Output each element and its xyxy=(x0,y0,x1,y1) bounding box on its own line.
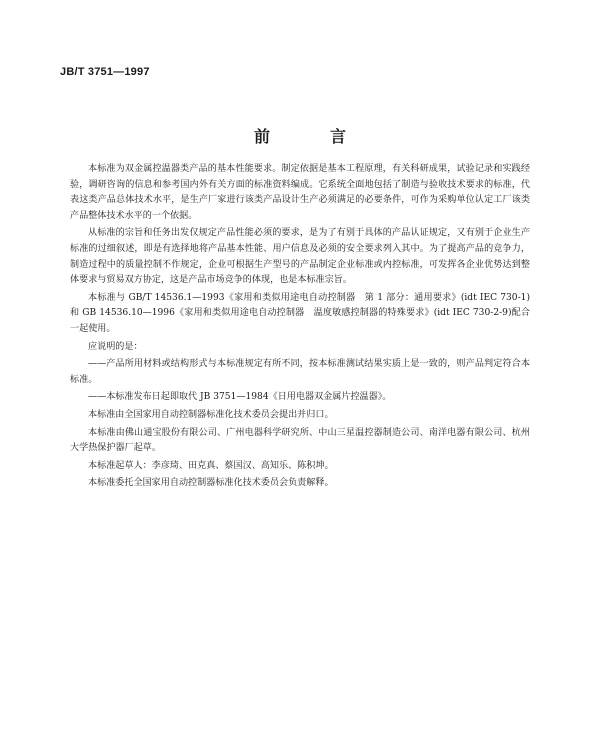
paragraph-note-materials: ——产品所用材料或结构形式与本标准规定有所不同，按本标准测试结果实质上是一致的，则产品判定符合本标准。 xyxy=(70,359,530,385)
page-title: 前 言 xyxy=(253,127,368,146)
paragraph-drafting-units: 本标准由佛山通宝股份有限公司、广州电器科学研究所、中山三星温控器制造公司、南洋电器有限公司、杭州大学热保护器厂起草。 xyxy=(70,427,530,454)
paragraph-related-standards: 本标准与 GB/T 14536.1—1993《家用和类似用途电自动控制器 第 1 部分：通用要求》(idt IEC 730-1)和 GB 14536.10—1996《家用和类似用途电自动控制器 温度敏感控制器的特殊要求》(idt IEC 730-2-9)配合一起使用。 xyxy=(70,292,530,334)
foreword-body xyxy=(70,162,530,494)
paragraph-note-replacement: ——本标准发布日起即取代 JB 3751—1984《日用电器双金属片控温器》。 xyxy=(88,392,392,403)
paragraph-note-heading: 应说明的是： xyxy=(88,341,143,352)
paragraph-proposer: 本标准由全国家用自动控制器标准化技术委员会提出并归口。 xyxy=(88,409,334,420)
paragraph-scope: 从标准的宗旨和任务出发仅规定产品性能必须的要求，是为了有别于具体的产品认证规定，又有别于企业生产标准的过细叙述，即是有选择地将产品基本性能、用户信息及必须的安全要求列入其中。为了提高产品的竞争力，制造过程中的质量控制不作规定，企业可根据生产型号的产品制定企业标准或内控标准，可发挥各企业优势达到整体要求与贸易双方协定，这是产品市场竞争的体现，也是本标准宗旨。 xyxy=(70,228,530,286)
standard-code: JB/T 3751—1997 xyxy=(60,66,150,78)
paragraph-drafters: 本标准起草人：李彦琦、田克真、蔡国汉、高知乐、陈积坤。 xyxy=(88,460,334,471)
paragraph-purpose: 本标准为双金属控温器类产品的基本性能要求。制定依据是基本工程原理，有关科研成果，试验记录和实践经验，调研咨询的信息和参考国内外有关方面的标准资料编成。它系统全面地包括了制造与验收技术要求的标准，代表这类产品总体技术水平，是生产厂家进行该类产品设计生产必须满足的必要条件，可作为采购单位认定工厂该类产品整体技术水平的一个依据。 xyxy=(70,164,530,221)
paragraph-interpretation: 本标准委托全国家用自动控制器标准化技术委员会负责解释。 xyxy=(88,478,334,489)
